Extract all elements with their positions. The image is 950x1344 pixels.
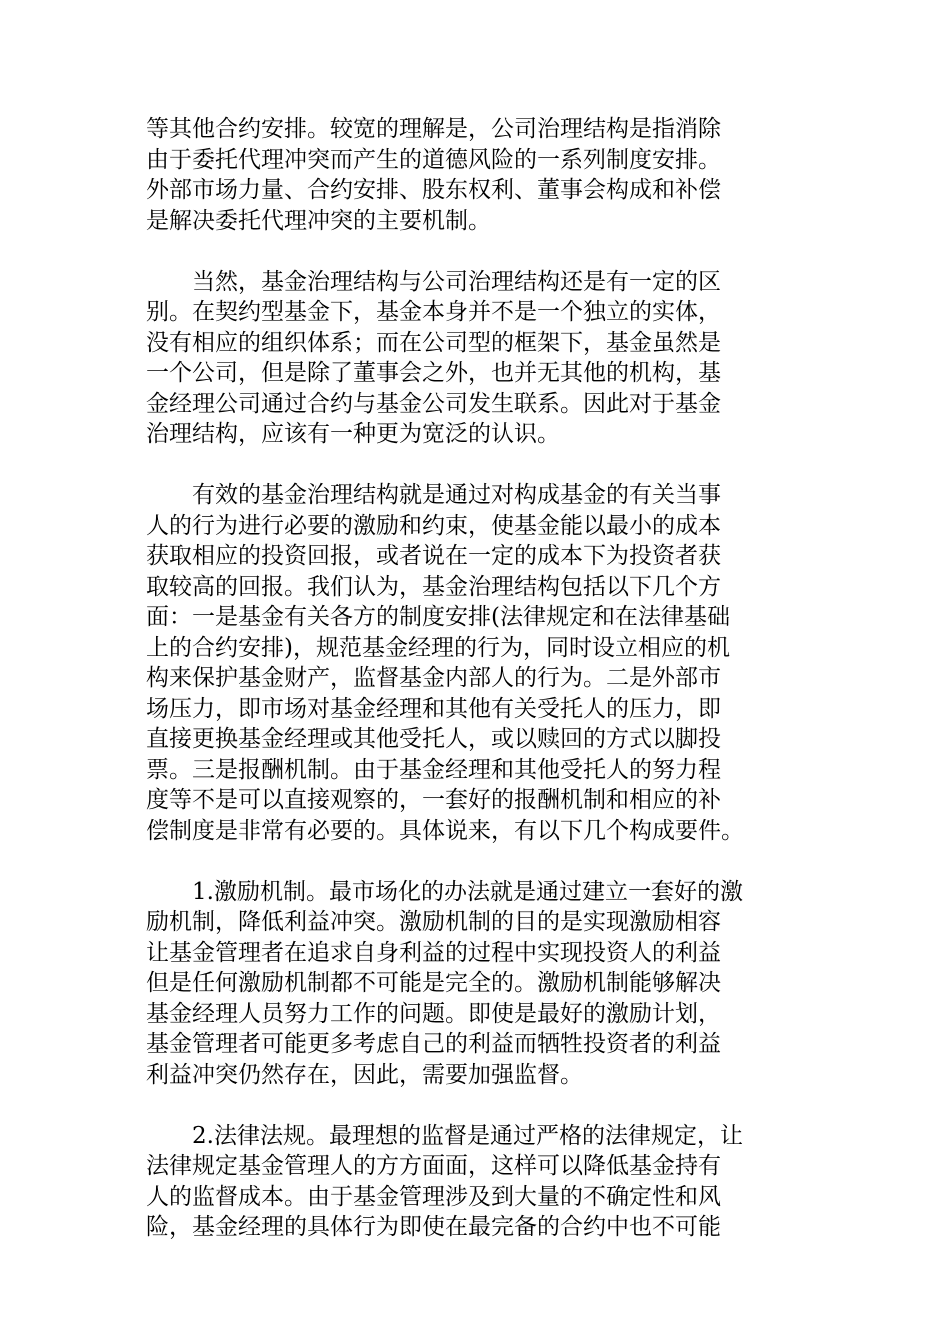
paragraph-gap (146, 450, 810, 481)
paragraph-3: 有效的基金治理结构就是通过对构成基金的有关当事 人的行为进行必要的激励和约束，使基金能以最小的成本 获取相应的投资回报，或者说在一定的成本下为投资者获 取较高的回报。我们认为，基金治理结构包括以下几个方 面：一是基金有关各方的制度安排(法律规定和在法律基础 上的合约安排)，规范基金经理的行为，同时设立相应的机 构来保护基金财产，监督基金内部人的行为。二是外部市 场压力，即市场对基金经理和其他有关受托人的压力，即 直接更换基金经理或其他受托人，或以赎回的方式以脚投 票。三是报酬机制。由于基金经理和其他受托人的努力程 度等不是可以直接观察的，一套好的报酬机制和相应的补 偿制度是非常有必要的。具体说来，有以下几个构成要件。 (146, 482, 744, 844)
paragraph-gap (146, 846, 810, 877)
paragraph-1: 等其他合约安排。较宽的理解是，公司治理结构是指消除 由于委托代理冲突而产生的道德风险的一系列制度安排。 外部市场力量、合约安排、股东权利、董事会构成和补偿 是解决委托代理冲突的主要机制。 (146, 116, 721, 234)
paragraph-5: 2.法律法规。最理想的监督是通过严格的法律规定，让 法律规定基金管理人的方方面面，这样可以降低基金持有 人的监督成本。由于基金管理涉及到大量的不确定性和风 险，基金经理的具体行为即使在最完备的合约中也不可能 (146, 1122, 743, 1240)
paragraph-2: 当然，基金治理结构与公司治理结构还是有一定的区 别。在契约型基金下，基金本身并不是一个独立的实体， 没有相应的组织体系；而在公司型的框架下，基金虽然是 一个公司，但是除了董事会之外，也并无其他的机构，基 金经理公司通过合约与基金公司发生联系。因此对于基金 治理结构，应该有一种更为宽泛的认识。 (146, 268, 721, 447)
document-body (146, 114, 810, 1243)
paragraph-gap (146, 236, 810, 267)
paragraph-gap (146, 1090, 810, 1121)
paragraph-4: 1.激励机制。最市场化的办法就是通过建立一套好的激 励机制，降低利益冲突。激励机制的目的是实现激励相容 让基金管理者在追求自身利益的过程中实现投资人的利益 但是任何激励机制都不可能是完全的。激励机制能够解决 基金经理人员努力工作的问题。即使是最好的激励计划， 基金管理者可能更多考虑自己的利益而牺牲投资者的利益 利益冲突仍然存在，因此，需要加强监督。 (146, 878, 743, 1088)
